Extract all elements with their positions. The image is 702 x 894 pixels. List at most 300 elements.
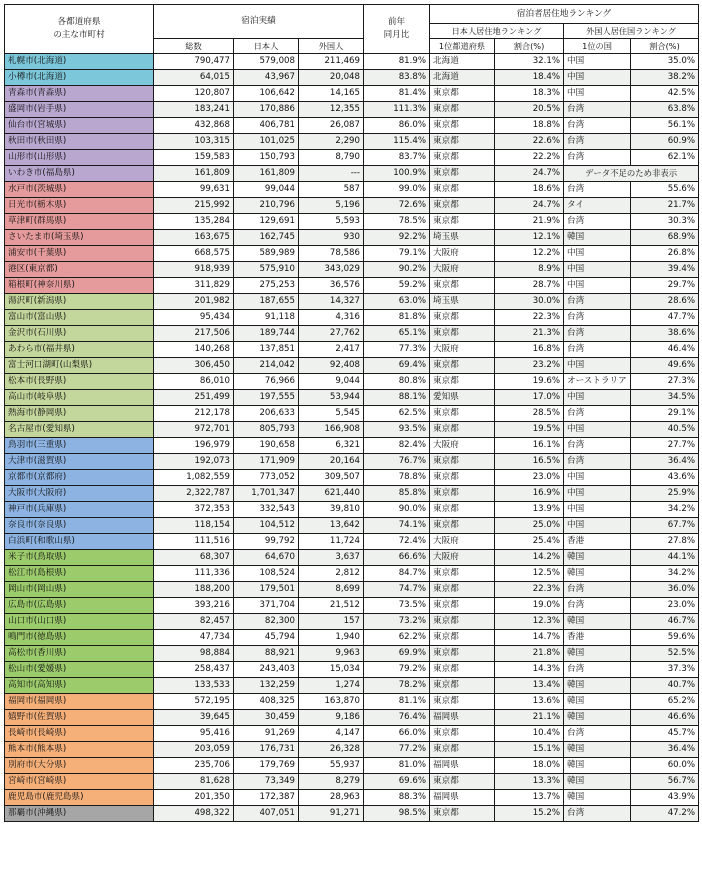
- prefecture-share-cell: 28.7%: [495, 278, 564, 294]
- foreign-stays-cell: 309,507: [299, 470, 364, 486]
- foreign-stays-cell: 5,196: [299, 198, 364, 214]
- total-stays-cell: 572,195: [154, 694, 234, 710]
- japanese-stays-cell: 30,459: [234, 710, 299, 726]
- country-share-cell: 35.0%: [631, 54, 699, 70]
- total-stays-cell: 192,073: [154, 454, 234, 470]
- yoy-cell: 80.8%: [364, 374, 430, 390]
- table-row: [5, 294, 699, 310]
- prefecture-share-cell: 18.0%: [495, 758, 564, 774]
- top-prefecture-cell: 東京都: [430, 518, 495, 534]
- japanese-stays-cell: 99,044: [234, 182, 299, 198]
- yoy-cell: 74.7%: [364, 582, 430, 598]
- table-row: [5, 742, 699, 758]
- top-prefecture-cell: 東京都: [430, 310, 495, 326]
- top-prefecture-cell: 東京都: [430, 374, 495, 390]
- table-row: [5, 358, 699, 374]
- total-stays-cell: 212,178: [154, 406, 234, 422]
- yoy-cell: 66.6%: [364, 550, 430, 566]
- foreign-stays-cell: 157: [299, 614, 364, 630]
- country-share-cell: 59.6%: [631, 630, 699, 646]
- top-country-cell: 台湾: [564, 118, 631, 134]
- yoy-cell: 65.1%: [364, 326, 430, 342]
- foreign-stays-cell: 166,908: [299, 422, 364, 438]
- japanese-stays-cell: 45,794: [234, 630, 299, 646]
- foreign-stays-cell: 8,279: [299, 774, 364, 790]
- top-prefecture-cell: 東京都: [430, 806, 495, 822]
- yoy-cell: 73.5%: [364, 598, 430, 614]
- top-prefecture-cell: 大阪府: [430, 262, 495, 278]
- japanese-stays-cell: 214,042: [234, 358, 299, 374]
- prefecture-share-cell: 21.1%: [495, 710, 564, 726]
- city-cell: 那覇市(沖縄県): [5, 806, 154, 822]
- table-row: [5, 518, 699, 534]
- table-row: [5, 550, 699, 566]
- country-share-cell: 56.1%: [631, 118, 699, 134]
- country-share-cell: 30.3%: [631, 214, 699, 230]
- foreign-stays-cell: 2,417: [299, 342, 364, 358]
- japanese-stays-cell: 171,909: [234, 454, 299, 470]
- total-stays-cell: 201,982: [154, 294, 234, 310]
- city-cell: 富士河口湖町(山梨県): [5, 358, 154, 374]
- top-prefecture-cell: 東京都: [430, 486, 495, 502]
- total-stays-cell: 201,350: [154, 790, 234, 806]
- prefecture-share-cell: 19.6%: [495, 374, 564, 390]
- total-stays-cell: 393,216: [154, 598, 234, 614]
- yoy-cell: 81.8%: [364, 310, 430, 326]
- top-prefecture-cell: 北海道: [430, 70, 495, 86]
- top-country-cell: 台湾: [564, 806, 631, 822]
- japanese-stays-cell: 179,769: [234, 758, 299, 774]
- total-stays-cell: 790,477: [154, 54, 234, 70]
- foreign-stays-cell: 1,274: [299, 678, 364, 694]
- top-country-cell: 台湾: [564, 406, 631, 422]
- city-cell: 高知市(高知県): [5, 678, 154, 694]
- yoy-cell: 79.2%: [364, 662, 430, 678]
- total-stays-cell: 251,499: [154, 390, 234, 406]
- top-country-cell: 韓国: [564, 230, 631, 246]
- top-country-cell: 韓国: [564, 790, 631, 806]
- city-cell: 水戸市(茨城県): [5, 182, 154, 198]
- top-country-cell: 韓国: [564, 646, 631, 662]
- yoy-cell: 83.7%: [364, 150, 430, 166]
- prefecture-share-cell: 30.0%: [495, 294, 564, 310]
- prefecture-share-cell: 13.3%: [495, 774, 564, 790]
- top-prefecture-cell: 東京都: [430, 502, 495, 518]
- japanese-stays-cell: 104,512: [234, 518, 299, 534]
- top-country-cell: 中国: [564, 422, 631, 438]
- foreign-stays-cell: 8,790: [299, 150, 364, 166]
- city-cell: 浦安市(千葉県): [5, 246, 154, 262]
- top-prefecture-cell: 東京都: [430, 774, 495, 790]
- city-cell: 大阪市(大阪府): [5, 486, 154, 502]
- total-stays-cell: 98,884: [154, 646, 234, 662]
- table-row: [5, 390, 699, 406]
- foreign-stays-cell: 15,034: [299, 662, 364, 678]
- city-cell: 松江市(島根県): [5, 566, 154, 582]
- top-prefecture-cell: 東京都: [430, 358, 495, 374]
- total-stays-cell: 159,583: [154, 150, 234, 166]
- total-stays-cell: 258,437: [154, 662, 234, 678]
- japanese-stays-cell: 101,025: [234, 134, 299, 150]
- country-share-cell: 65.2%: [631, 694, 699, 710]
- country-share-cell: 60.0%: [631, 758, 699, 774]
- foreign-stays-cell: 78,586: [299, 246, 364, 262]
- top-prefecture-cell: 東京都: [430, 326, 495, 342]
- japanese-stays-cell: 64,670: [234, 550, 299, 566]
- city-cell: 港区(東京都): [5, 262, 154, 278]
- yoy-cell: 100.9%: [364, 166, 430, 182]
- table-row: [5, 678, 699, 694]
- yoy-cell: 73.2%: [364, 614, 430, 630]
- yoy-column-header: [364, 5, 430, 54]
- total-stays-cell: 215,992: [154, 198, 234, 214]
- top-country-cell: 中国: [564, 358, 631, 374]
- top-country-cell: 中国: [564, 470, 631, 486]
- country-share-cell: 39.4%: [631, 262, 699, 278]
- foreign-ranking-header: 外国人居住国ランキング: [564, 24, 699, 39]
- country-share-cell: 34.2%: [631, 502, 699, 518]
- top-country-cell: 台湾: [564, 150, 631, 166]
- top-country-cell: 韓国: [564, 710, 631, 726]
- top-prefecture-cell: 愛知県: [430, 390, 495, 406]
- foreign-stays-cell: 26,328: [299, 742, 364, 758]
- top-prefecture-cell: 東京都: [430, 630, 495, 646]
- top-prefecture-cell: 東京都: [430, 582, 495, 598]
- total-stays-cell: 372,353: [154, 502, 234, 518]
- foreign-stays-cell: 28,963: [299, 790, 364, 806]
- country-share-cell: 27.7%: [631, 438, 699, 454]
- total-stays-cell: 82,457: [154, 614, 234, 630]
- prefecture-share-cell: 13.7%: [495, 790, 564, 806]
- japanese-stays-cell: 150,793: [234, 150, 299, 166]
- top-country-cell: 台湾: [564, 454, 631, 470]
- stay-results-header: 宿泊実績: [154, 5, 364, 39]
- japanese-stays-cell: 575,910: [234, 262, 299, 278]
- total-stays-cell: 95,434: [154, 310, 234, 326]
- table-row: [5, 534, 699, 550]
- top-country-cell: 台湾: [564, 438, 631, 454]
- prefecture-share-cell: 20.5%: [495, 102, 564, 118]
- foreign-stays-cell: 55,937: [299, 758, 364, 774]
- city-cell: 神戸市(兵庫県): [5, 502, 154, 518]
- yoy-cell: 66.0%: [364, 726, 430, 742]
- col-top-prefecture-header: 1位都道府県: [430, 39, 495, 54]
- japanese-stays-cell: 408,325: [234, 694, 299, 710]
- country-share-cell: 28.6%: [631, 294, 699, 310]
- total-stays-cell: 86,010: [154, 374, 234, 390]
- top-country-cell: 韓国: [564, 614, 631, 630]
- total-stays-cell: 118,154: [154, 518, 234, 534]
- table-row: [5, 614, 699, 630]
- top-prefecture-cell: 東京都: [430, 678, 495, 694]
- foreign-stays-cell: 8,699: [299, 582, 364, 598]
- table-row: [5, 118, 699, 134]
- japanese-stays-cell: 172,387: [234, 790, 299, 806]
- table-row: [5, 806, 699, 822]
- prefecture-share-cell: 25.0%: [495, 518, 564, 534]
- city-cell: 箱根町(神奈川県): [5, 278, 154, 294]
- prefecture-share-cell: 12.3%: [495, 614, 564, 630]
- total-stays-cell: 668,575: [154, 246, 234, 262]
- top-country-cell: 台湾: [564, 134, 631, 150]
- foreign-stays-cell: 9,044: [299, 374, 364, 390]
- yoy-cell: 69.9%: [364, 646, 430, 662]
- foreign-stays-cell: 21,512: [299, 598, 364, 614]
- table-row: [5, 694, 699, 710]
- top-prefecture-cell: 東京都: [430, 198, 495, 214]
- country-share-cell: 36.0%: [631, 582, 699, 598]
- japanese-stays-cell: 1,701,347: [234, 486, 299, 502]
- foreign-stays-cell: 5,593: [299, 214, 364, 230]
- city-cell: 白浜町(和歌山県): [5, 534, 154, 550]
- top-country-cell: 台湾: [564, 342, 631, 358]
- total-stays-cell: 64,015: [154, 70, 234, 86]
- total-stays-cell: 133,533: [154, 678, 234, 694]
- yoy-cell: 59.2%: [364, 278, 430, 294]
- top-prefecture-cell: 東京都: [430, 470, 495, 486]
- total-stays-cell: 498,322: [154, 806, 234, 822]
- top-country-cell: 台湾: [564, 294, 631, 310]
- japanese-stays-cell: 91,118: [234, 310, 299, 326]
- prefecture-share-cell: 21.3%: [495, 326, 564, 342]
- top-prefecture-cell: 大阪府: [430, 246, 495, 262]
- total-stays-cell: 99,631: [154, 182, 234, 198]
- japanese-stays-cell: 407,051: [234, 806, 299, 822]
- city-cell: 名古屋市(愛知県): [5, 422, 154, 438]
- prefecture-share-cell: 19.0%: [495, 598, 564, 614]
- foreign-stays-cell: 621,440: [299, 486, 364, 502]
- table-row: [5, 198, 699, 214]
- prefecture-share-cell: 23.0%: [495, 470, 564, 486]
- top-country-cell: 中国: [564, 390, 631, 406]
- prefecture-share-cell: 14.2%: [495, 550, 564, 566]
- top-prefecture-cell: 大阪府: [430, 550, 495, 566]
- yoy-cell: 92.2%: [364, 230, 430, 246]
- city-cell: 鹿児島市(鹿児島県): [5, 790, 154, 806]
- prefecture-share-cell: 22.3%: [495, 582, 564, 598]
- country-share-cell: 56.7%: [631, 774, 699, 790]
- japanese-stays-cell: 162,745: [234, 230, 299, 246]
- table-row: [5, 646, 699, 662]
- yoy-cell: 83.8%: [364, 70, 430, 86]
- total-stays-cell: 188,200: [154, 582, 234, 598]
- country-share-cell: 67.7%: [631, 518, 699, 534]
- table-row: [5, 214, 699, 230]
- prefecture-share-cell: 12.5%: [495, 566, 564, 582]
- city-cell: 日光市(栃木県): [5, 198, 154, 214]
- total-stays-cell: 163,675: [154, 230, 234, 246]
- yoy-cell: 78.8%: [364, 470, 430, 486]
- country-share-cell: 60.9%: [631, 134, 699, 150]
- foreign-stays-cell: 6,321: [299, 438, 364, 454]
- top-country-cell: タイ: [564, 198, 631, 214]
- prefecture-share-cell: 18.3%: [495, 86, 564, 102]
- japanese-stays-cell: 129,691: [234, 214, 299, 230]
- prefecture-share-cell: 22.3%: [495, 310, 564, 326]
- prefecture-share-cell: 21.9%: [495, 214, 564, 230]
- top-country-cell: 中国: [564, 278, 631, 294]
- prefecture-share-cell: 13.6%: [495, 694, 564, 710]
- total-stays-cell: 203,059: [154, 742, 234, 758]
- yoy-cell: 78.5%: [364, 214, 430, 230]
- top-prefecture-cell: 北海道: [430, 54, 495, 70]
- residence-ranking-header: 宿泊者居住地ランキング: [430, 5, 699, 24]
- yoy-cell: 62.5%: [364, 406, 430, 422]
- total-stays-cell: 120,807: [154, 86, 234, 102]
- prefecture-share-cell: 15.1%: [495, 742, 564, 758]
- city-cell: 金沢市(石川県): [5, 326, 154, 342]
- foreign-stays-cell: 3,637: [299, 550, 364, 566]
- yoy-cell: 77.2%: [364, 742, 430, 758]
- japanese-stays-cell: 332,543: [234, 502, 299, 518]
- top-prefecture-cell: 大阪府: [430, 534, 495, 550]
- foreign-stays-cell: 12,355: [299, 102, 364, 118]
- city-cell: さいたま市(埼玉県): [5, 230, 154, 246]
- total-stays-cell: 217,506: [154, 326, 234, 342]
- city-cell: 米子市(鳥取県): [5, 550, 154, 566]
- foreign-stays-cell: 163,870: [299, 694, 364, 710]
- table-row: [5, 246, 699, 262]
- col-country-share-header: 割合(%): [631, 39, 699, 54]
- foreign-data-hidden-note: データ不足のため非表示: [564, 166, 699, 182]
- city-cell: 熊本市(熊本県): [5, 742, 154, 758]
- city-cell: 小樽市(北海道): [5, 70, 154, 86]
- prefecture-share-cell: 21.8%: [495, 646, 564, 662]
- foreign-stays-cell: 2,812: [299, 566, 364, 582]
- japanese-stays-cell: 106,642: [234, 86, 299, 102]
- japanese-stays-cell: 275,253: [234, 278, 299, 294]
- japanese-stays-cell: 190,658: [234, 438, 299, 454]
- country-share-cell: 62.1%: [631, 150, 699, 166]
- japanese-stays-cell: 579,008: [234, 54, 299, 70]
- foreign-stays-cell: 91,271: [299, 806, 364, 822]
- prefecture-share-cell: 32.1%: [495, 54, 564, 70]
- country-share-cell: 29.1%: [631, 406, 699, 422]
- total-stays-cell: 47,734: [154, 630, 234, 646]
- city-cell: 富山市(富山県): [5, 310, 154, 326]
- japanese-stays-cell: 82,300: [234, 614, 299, 630]
- col-foreign-header: 外国人: [299, 39, 364, 54]
- top-country-cell: 中国: [564, 86, 631, 102]
- col-prefecture-share-header: 割合(%): [495, 39, 564, 54]
- prefecture-share-cell: 17.0%: [495, 390, 564, 406]
- yoy-cell: 77.3%: [364, 342, 430, 358]
- city-cell: 別府市(大分県): [5, 758, 154, 774]
- top-prefecture-cell: 東京都: [430, 726, 495, 742]
- prefecture-share-cell: 13.9%: [495, 502, 564, 518]
- foreign-stays-cell: 211,469: [299, 54, 364, 70]
- top-country-cell: 韓国: [564, 678, 631, 694]
- yoy-header-line2: 同月比: [383, 30, 410, 40]
- foreign-stays-cell: 26,087: [299, 118, 364, 134]
- prefecture-share-cell: 18.4%: [495, 70, 564, 86]
- japanese-stays-cell: 243,403: [234, 662, 299, 678]
- top-prefecture-cell: 大阪府: [430, 438, 495, 454]
- city-cell: 高山市(岐阜県): [5, 390, 154, 406]
- foreign-stays-cell: 53,944: [299, 390, 364, 406]
- prefecture-share-cell: 19.5%: [495, 422, 564, 438]
- top-prefecture-cell: 東京都: [430, 134, 495, 150]
- japanese-stays-cell: 189,744: [234, 326, 299, 342]
- yoy-cell: 72.4%: [364, 534, 430, 550]
- yoy-cell: 86.0%: [364, 118, 430, 134]
- city-cell: 奈良市(奈良県): [5, 518, 154, 534]
- top-country-cell: 台湾: [564, 326, 631, 342]
- top-prefecture-cell: 東京都: [430, 614, 495, 630]
- top-country-cell: 中国: [564, 246, 631, 262]
- japanese-stays-cell: 88,921: [234, 646, 299, 662]
- country-share-cell: 43.6%: [631, 470, 699, 486]
- top-prefecture-cell: 東京都: [430, 182, 495, 198]
- prefecture-share-cell: 16.8%: [495, 342, 564, 358]
- top-country-cell: 台湾: [564, 726, 631, 742]
- table-row: [5, 790, 699, 806]
- country-share-cell: 44.1%: [631, 550, 699, 566]
- prefecture-share-cell: 16.1%: [495, 438, 564, 454]
- country-share-cell: 40.5%: [631, 422, 699, 438]
- top-prefecture-cell: 東京都: [430, 646, 495, 662]
- total-stays-cell: 306,450: [154, 358, 234, 374]
- top-prefecture-cell: 東京都: [430, 742, 495, 758]
- table-body: [5, 54, 699, 822]
- city-cell: 大津市(滋賀県): [5, 454, 154, 470]
- japanese-stays-cell: 210,796: [234, 198, 299, 214]
- country-share-cell: 26.8%: [631, 246, 699, 262]
- city-cell: 宮崎市(宮崎県): [5, 774, 154, 790]
- city-cell: 福岡市(福岡県): [5, 694, 154, 710]
- country-share-cell: 23.0%: [631, 598, 699, 614]
- country-share-cell: 34.2%: [631, 566, 699, 582]
- city-cell: 熱海市(静岡県): [5, 406, 154, 422]
- foreign-stays-cell: 2,290: [299, 134, 364, 150]
- japanese-stays-cell: 197,555: [234, 390, 299, 406]
- yoy-cell: 74.1%: [364, 518, 430, 534]
- foreign-stays-cell: 36,576: [299, 278, 364, 294]
- city-cell: 長崎市(長崎県): [5, 726, 154, 742]
- yoy-cell: 79.1%: [364, 246, 430, 262]
- prefecture-share-cell: 10.4%: [495, 726, 564, 742]
- yoy-cell: 85.8%: [364, 486, 430, 502]
- japanese-stays-cell: 176,731: [234, 742, 299, 758]
- yoy-cell: 84.7%: [364, 566, 430, 582]
- top-country-cell: 台湾: [564, 102, 631, 118]
- foreign-stays-cell: 9,186: [299, 710, 364, 726]
- city-cell: 松本市(長野県): [5, 374, 154, 390]
- japanese-stays-cell: 137,851: [234, 342, 299, 358]
- japanese-stays-cell: 371,704: [234, 598, 299, 614]
- lodging-statistics-table-wrapper: [4, 4, 698, 822]
- top-prefecture-cell: 東京都: [430, 598, 495, 614]
- table-row: [5, 486, 699, 502]
- top-country-cell: 中国: [564, 262, 631, 278]
- table-row: [5, 454, 699, 470]
- city-cell: 札幌市(北海道): [5, 54, 154, 70]
- table-row: [5, 598, 699, 614]
- city-cell: 松山市(愛媛県): [5, 662, 154, 678]
- table-row: [5, 374, 699, 390]
- top-prefecture-cell: 東京都: [430, 278, 495, 294]
- top-prefecture-cell: 福岡県: [430, 710, 495, 726]
- total-stays-cell: 196,979: [154, 438, 234, 454]
- yoy-cell: 82.4%: [364, 438, 430, 454]
- table-row: [5, 326, 699, 342]
- top-country-cell: 香港: [564, 534, 631, 550]
- foreign-stays-cell: ---: [299, 166, 364, 182]
- top-prefecture-cell: 東京都: [430, 422, 495, 438]
- prefecture-share-cell: 14.7%: [495, 630, 564, 646]
- yoy-cell: 69.4%: [364, 358, 430, 374]
- japanese-stays-cell: 170,886: [234, 102, 299, 118]
